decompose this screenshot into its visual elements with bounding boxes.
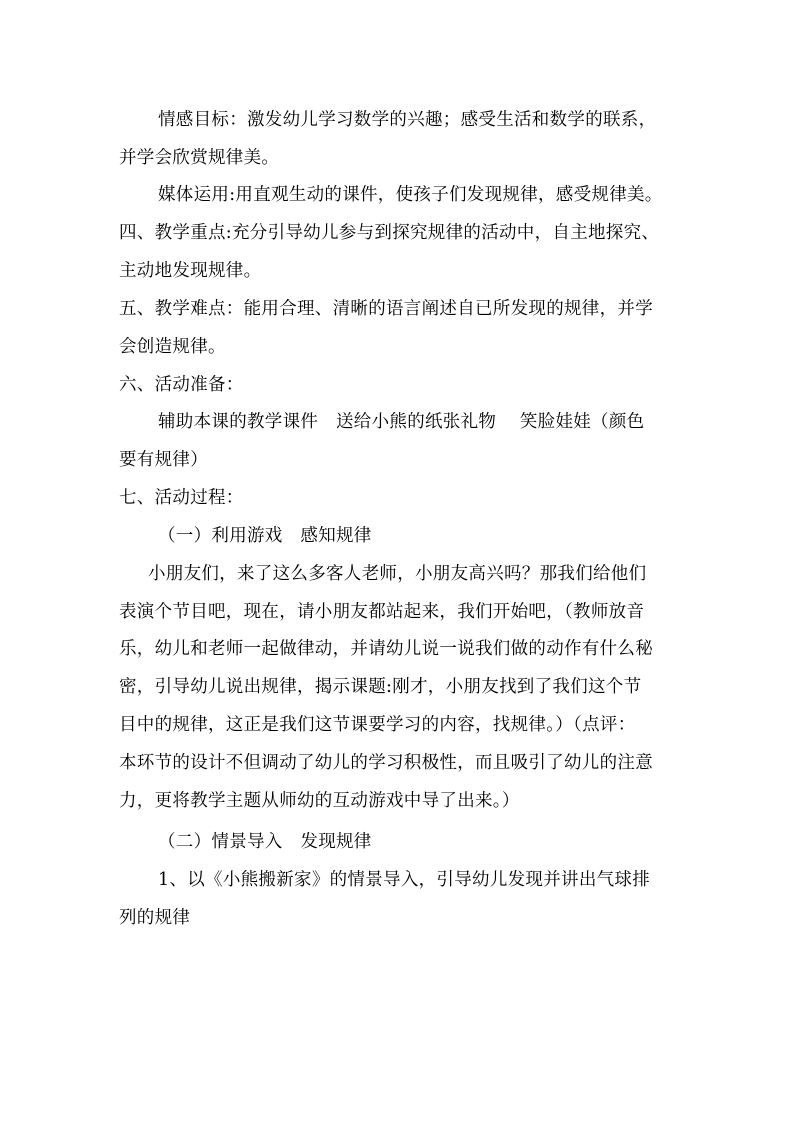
text-line: 目中的规律，这正是我们这节课要学习的内容，找规律。）（点评： xyxy=(119,715,636,735)
text-line: 要有规律） xyxy=(119,450,208,470)
text-line: 列的规律 xyxy=(119,908,191,928)
text-line: 五、教学难点：能用合理、清晰的语言阐述自已所发现的规律，并学 xyxy=(119,299,653,319)
subsection-heading: （一）利用游戏 感知规律 xyxy=(158,526,372,546)
text-line: 力，更将教学主题从师幼的互动游戏中导了出来。） xyxy=(119,791,520,811)
text-line: 本环节的设计不但调动了幼儿的学习积极性，而且吸引了幼儿的注意 xyxy=(119,753,653,773)
section-heading: 七、活动过程： xyxy=(119,488,244,508)
subsection-heading: （二）情景导入 发现规律 xyxy=(158,832,372,852)
text-line: 媒体运用:用直观生动的课件，使孩子们发现规律，感受规律美。 xyxy=(158,185,663,205)
text-line: 小朋友们，来了这么多客人老师，小朋友高兴吗？那我们给他们 xyxy=(148,564,647,584)
text-line: 主动地发现规律。 xyxy=(119,261,262,281)
text-line: 乐，幼儿和老师一起做律动，并请幼儿说一说我们做的动作有什么秘 xyxy=(119,639,653,659)
section-heading: 六、活动准备： xyxy=(119,375,244,395)
text-line: 表演个节目吧，现在，请小朋友都站起来，我们开始吧，（教师放音 xyxy=(119,602,645,622)
text-line: 会创造规律。 xyxy=(119,337,226,357)
text-line: 情感目标：激发幼儿学习数学的兴趣；感受生活和数学的联系， xyxy=(158,110,657,130)
text-line: 密，引导幼儿说出规律，揭示课题:刚才，小朋友找到了我们这个节 xyxy=(119,677,642,697)
text-line: 辅助本课的教学课件 送给小熊的纸张礼物 笑脸娃娃（颜色 xyxy=(158,412,645,432)
text-line: 四、教学重点:充分引导幼儿参与到探究规律的活动中，自主地探究、 xyxy=(119,223,660,243)
text-line: 1、以《小熊搬新家》的情景导入，引导幼儿发现并讲出气球排 xyxy=(158,870,651,890)
text-line: 并学会欣赏规律美。 xyxy=(119,148,280,168)
